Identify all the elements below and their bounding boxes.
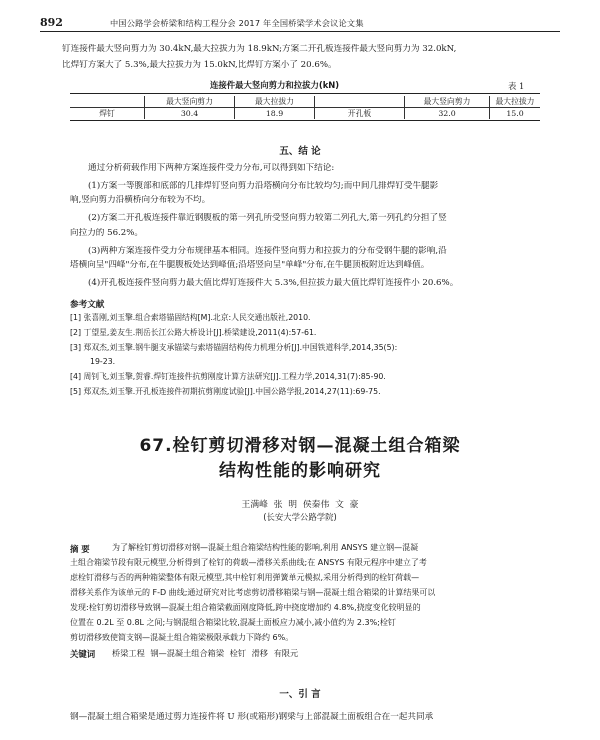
reference-item: [3] 郑双杰,刘玉擎.钢牛腿支承锚梁与索塔锚固结构传力机理分析[J].中国铁道科学,2014,35(5):	[70, 343, 398, 352]
abstract-line: 剪切滑移致使简支钢—混凝土组合箱梁极限承载力下降约 6%。	[70, 633, 294, 642]
reference-item: 19-23.	[90, 357, 116, 366]
body-line: 钉连接件最大竖向剪力为 30.4kN,最大拉拔力为 18.9kN;方案二开孔板连接件最大竖向剪力为 32.0kN,	[62, 44, 457, 54]
abstract-line: 虑栓钉滑移与否的两种箱梁整体有限元模型,其中栓钉利用弹簧单元模拟,采用分析得到的栓钉荷载—	[70, 573, 420, 582]
conclusion-line: 塔横向呈"四峰"分布,在牛腿腹板处达到峰值;沿塔竖向呈"单峰"分布,在牛腿顶板附近达到峰值。	[70, 260, 430, 270]
table-cell: 32.0	[405, 108, 490, 120]
abstract-label: 摘 要	[70, 544, 90, 554]
table-row	[70, 108, 540, 120]
table-cell: 15.0	[506, 109, 524, 118]
abstract-line: 位置在 0.2L 至 0.8L 之间;与钢混组合箱梁比较,混凝土面板应力减小,减小值约为 2.3%;栓钉	[70, 618, 396, 627]
reference-item: [2] 丁望星,姜友生.荆岳长江公路大桥设计[J].桥梁建设,2011(4):57-61.	[70, 328, 317, 337]
article-authors: 王满峰 张 明 侯秦伟 文 豪	[241, 500, 359, 510]
article-affiliation: (长安大学公路学院)	[263, 512, 337, 522]
table-cell: 焊钉	[70, 108, 145, 120]
conclusion-line: (1)方案一等腹部和底部的几排焊钉竖向剪力沿塔横向分布比较均匀;而中间几排焊钉受牛腿影	[88, 181, 439, 191]
table-cell: 最大拉拔力	[495, 97, 535, 106]
abstract-line: 为了解栓钉剪切滑移对钢—混凝土组合箱梁结构性能的影响,利用 ANSYS 建立钢—混凝	[112, 543, 419, 552]
abstract-line: 土组合箱梁节段有限元模型,分析得到了栓钉的荷载—滑移关系曲线;在 ANSYS 有限元程序中建立了考	[70, 558, 427, 567]
conclusion-line: (3)两种方案连接件受力分布规律基本相同。连接件竖向剪力和拉拔力的分布受钢牛腿的影响,沿	[88, 246, 447, 256]
references-heading: 参考文献	[70, 300, 105, 310]
data-table	[70, 96, 540, 119]
table-top-rule	[70, 93, 540, 94]
conclusion-lead: 通过分析荷载作用下两种方案连接件受力分布,可以得到如下结论:	[88, 163, 335, 173]
body-line: 比焊钉方案大了 5.3%,最大拉拔力为 15.0kN,比焊钉方案小了 20.6%。	[62, 60, 337, 70]
table-bottom-rule	[70, 120, 540, 121]
page-number: 892	[40, 16, 63, 29]
abstract-line: 滑移关系作为该单元的 F-D 曲线;通过研究对比考虑剪切滑移箱梁与钢—混凝土组合箱梁的计算结果可以	[70, 588, 436, 597]
table-cell: 最大竖向剪力	[145, 96, 235, 108]
table-cell: 最大竖向剪力	[405, 96, 490, 108]
article-title-line1: 67.栓钉剪切滑移对钢—混凝土组合箱梁	[139, 436, 461, 456]
intro-heading: 一、引 言	[279, 689, 321, 700]
reference-item: [1] 张喜刚,刘玉擎.组合索塔锚固结构[M].北京:人民交通出版社,2010.	[70, 313, 311, 322]
abstract-line: 发现:栓钉剪切滑移导致钢—混凝土组合箱梁截面刚度降低,跨中挠度增加约 4.8%,挠度变化较明显的	[70, 603, 421, 612]
conclusion-line: (2)方案二开孔板连接件靠近钢腹板的第一列孔所受竖向剪力较第二列孔大,第一列孔约分担了竖	[88, 213, 447, 223]
article-title-line2: 结构性能的影响研究	[219, 461, 381, 481]
reference-item: [5] 郑双杰,刘玉擎.开孔板连接件初期抗剪刚度试验[J].中国公路学报,2014,27(11):69-75.	[70, 387, 381, 396]
table-caption: 连接件最大竖向剪力和拉拔力(kN)	[210, 80, 340, 90]
table-header-row	[70, 96, 540, 108]
conclusion-line: 响,竖向剪力沿横桥向分布较为不均。	[70, 195, 211, 205]
intro-first-line: 钢—混凝土组合箱梁是通过剪力连接件将 U 形(或箱形)钢梁与上部混凝土面板组合在一起共同承	[70, 712, 434, 722]
keywords-label: 关键词	[70, 649, 96, 659]
table-cell	[315, 96, 405, 108]
table-cell: 最大拉拔力	[235, 96, 315, 108]
table-label: 表 1	[508, 81, 525, 91]
conclusion-line: 向拉力的 56.2%。	[70, 228, 144, 238]
conclusion-heading: 五、结 论	[279, 146, 321, 157]
conclusion-line: (4)开孔板连接件竖向剪力最大值比焊钉连接件大 5.3%,但拉拔力最大值比焊钉连接件小 20.6%。	[88, 278, 459, 288]
table-cell: 30.4	[145, 108, 235, 120]
keywords: 桥梁工程 钢—混凝土组合箱梁 栓钉 滑移 有限元	[112, 648, 299, 658]
reference-item: [4] 周钊飞,刘玉擎,贺睿.焊钉连接件抗剪刚度计算方法研究[J].工程力学,2014,31(7):85-90.	[70, 372, 386, 381]
header-rule	[40, 31, 560, 32]
table-cell: 18.9	[235, 108, 315, 120]
table-cell: 开孔板	[315, 108, 405, 120]
running-title: 中国公路学会桥梁和结构工程分会 2017 年全国桥梁学术会议论文集	[110, 18, 364, 28]
table-cell	[70, 96, 145, 108]
